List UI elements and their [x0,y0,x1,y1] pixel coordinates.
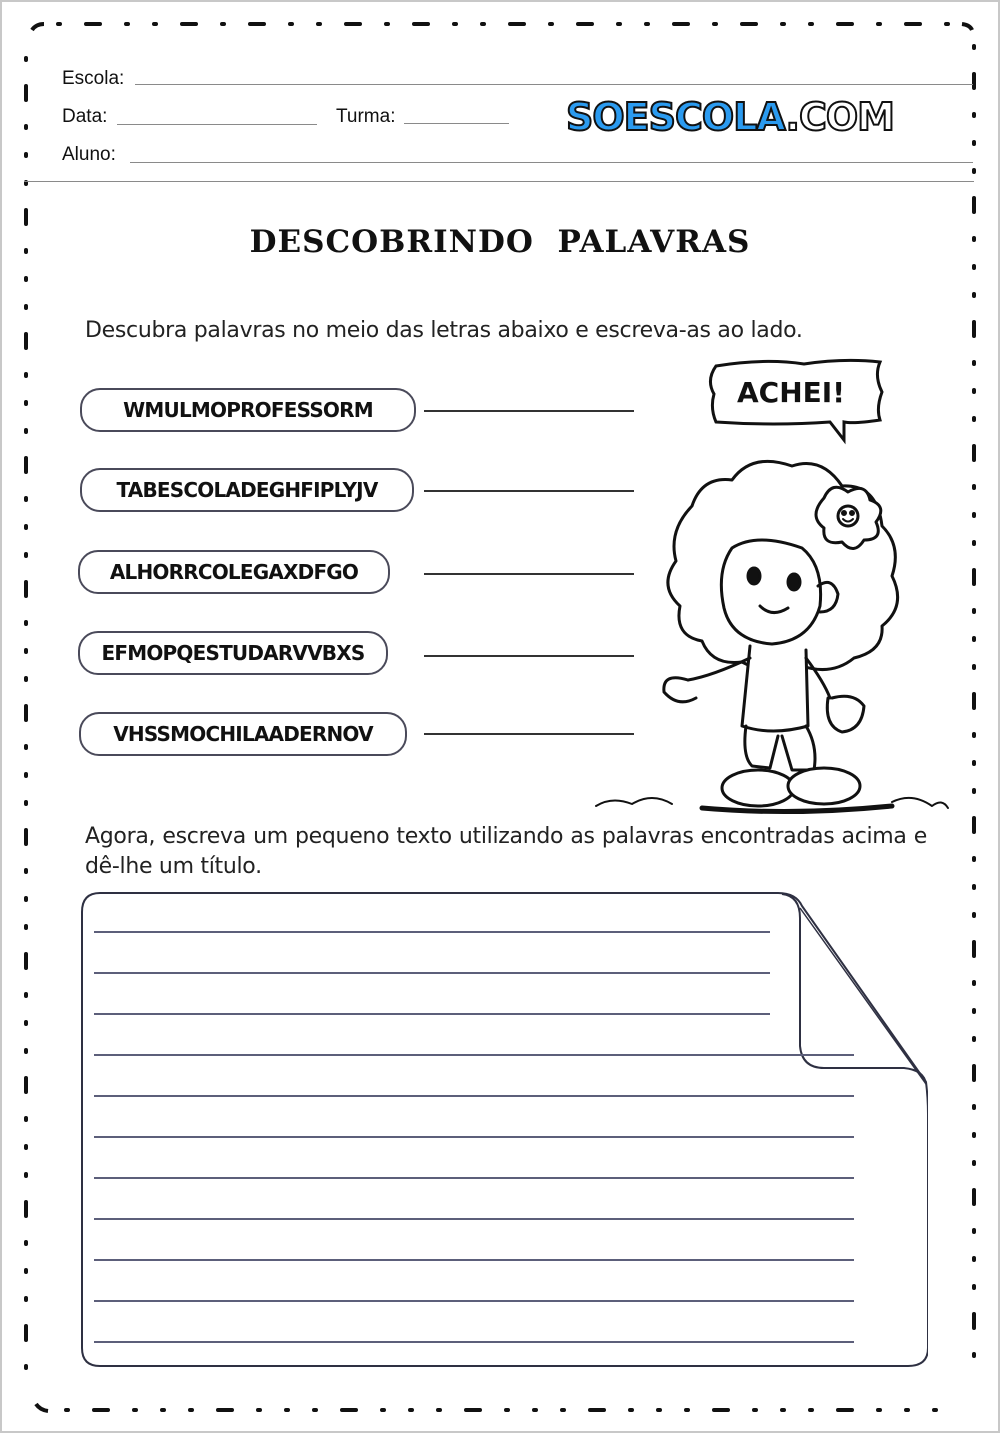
title-word-2: PALAVRAS [557,224,751,260]
writing-line[interactable] [94,972,770,974]
writing-line[interactable] [94,931,770,933]
speech-bubble [708,362,874,428]
letter-string-box: VHSSMOCHILAADERNOV [79,712,407,756]
writing-line[interactable] [94,1300,854,1302]
title-word-1: DESCOBRINDO [249,224,534,260]
speech-bubble-text: ACHEI! [737,376,845,409]
writing-area[interactable] [78,888,928,1368]
header-divider [24,181,974,182]
school-label: Escola: [62,68,125,89]
date-label: Data: [62,106,108,127]
writing-line[interactable] [94,1095,854,1097]
writing-line[interactable] [94,1136,854,1138]
student-field[interactable] [130,162,973,163]
letter-string-box: TABESCOLADEGHFIPLYJV [80,468,414,512]
school-field[interactable] [135,84,973,85]
answer-line[interactable] [424,410,634,412]
page-title [0,224,1000,260]
letter-string-box: ALHORRCOLEGAXDFGO [78,550,390,594]
logo-secondary: .COM [785,95,894,139]
writing-line[interactable] [94,1259,854,1261]
writing-line[interactable] [94,1013,770,1015]
writing-line[interactable] [94,1218,854,1220]
instruction-text: Descubra palavras no meio das letras abaixo e escreva-as ao lado. [85,318,803,343]
writing-line[interactable] [94,1054,854,1056]
site-logo [566,95,894,139]
writing-instruction: Agora, escreva um pequeno texto utilizando as palavras encontradas acima e dê-lhe um título. [85,824,927,879]
letter-string-box: EFMOPQESTUDARVVBXS [78,631,388,675]
student-label: Aluno: [62,144,116,165]
logo-primary: SOESCOLA [566,95,786,139]
date-field[interactable] [117,124,317,125]
writing-line[interactable] [94,1341,854,1343]
girl-illustration-icon [592,436,952,818]
writing-line[interactable] [94,1177,854,1179]
letter-string-box: WMULMOPROFESSORM [80,388,416,432]
class-label: Turma: [336,106,396,127]
class-field[interactable] [404,123,509,124]
